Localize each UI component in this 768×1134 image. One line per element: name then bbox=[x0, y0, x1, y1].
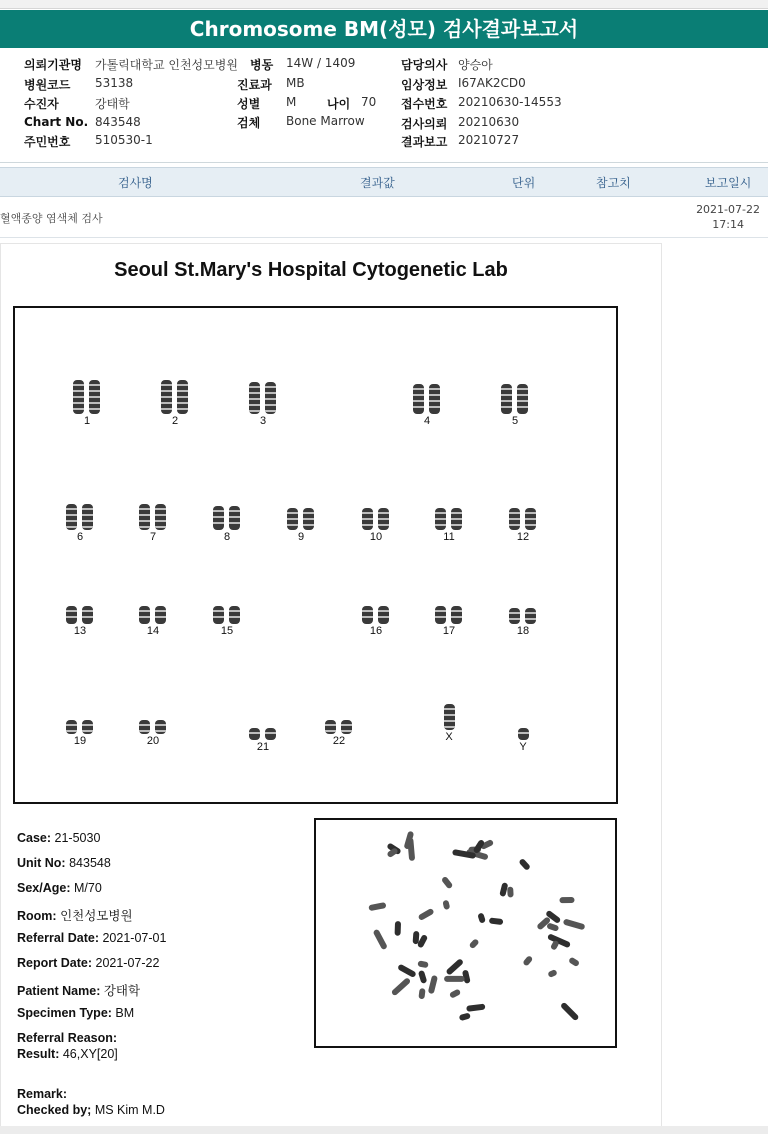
metaphase-chromosome bbox=[373, 929, 388, 951]
receipt-value: 20210630-14553 bbox=[458, 95, 562, 109]
report-date-label: 결과보고 bbox=[401, 135, 448, 149]
chromosome-21 bbox=[241, 728, 285, 753]
bottom-strip bbox=[0, 1126, 768, 1134]
req-org-label: 의뢰기관명 bbox=[24, 58, 82, 72]
remark-line: Remark: bbox=[17, 1087, 68, 1101]
metaphase-spread bbox=[316, 820, 615, 1046]
doctor-label: 담당의사 bbox=[401, 58, 448, 72]
chromosome-17 bbox=[427, 606, 471, 637]
test-req-label: 검사의뢰 bbox=[401, 117, 448, 131]
room-line: Room: 인천성모병원 bbox=[17, 909, 133, 923]
metaphase-chromosome bbox=[413, 931, 420, 944]
chromosome-label: 1 bbox=[83, 415, 91, 427]
specimen-type-line: Specimen Type: BM bbox=[17, 1006, 135, 1020]
checked-by-line: Checked by; MS Kim M.D bbox=[17, 1103, 165, 1117]
metaphase-chromosome bbox=[428, 975, 438, 994]
chromosome-label: 6 bbox=[76, 531, 84, 543]
chromosome-label: 9 bbox=[297, 531, 305, 543]
clinical-value: I67AK2CD0 bbox=[458, 76, 526, 90]
metaphase-chromosome bbox=[560, 1002, 580, 1022]
metaphase-chromosome bbox=[546, 922, 559, 932]
metaphase-chromosome bbox=[547, 933, 571, 948]
metaphase-chromosome bbox=[391, 977, 412, 996]
col-reference: 참고치 bbox=[596, 176, 631, 190]
specimen-label: 검체 bbox=[237, 116, 261, 130]
chromosome-19 bbox=[58, 720, 102, 747]
doctor-value: 양승아 bbox=[458, 58, 493, 72]
chromosome-10 bbox=[354, 508, 398, 543]
results-table-header bbox=[0, 167, 768, 197]
metaphase-image bbox=[314, 818, 617, 1048]
metaphase-chromosome bbox=[477, 912, 486, 923]
chromosome-8 bbox=[205, 506, 249, 543]
metaphase-chromosome bbox=[442, 900, 450, 910]
metaphase-chromosome bbox=[568, 957, 580, 968]
chromosome-label: 15 bbox=[220, 625, 234, 637]
chromosome-13 bbox=[58, 606, 102, 637]
chromosome-16 bbox=[354, 606, 398, 637]
chromosome-label: 19 bbox=[73, 735, 87, 747]
chromosome-label: 13 bbox=[73, 625, 87, 637]
unit-line: Unit No: 843548 bbox=[17, 856, 111, 870]
metaphase-chromosome bbox=[459, 1012, 471, 1021]
patient-label: 수진자 bbox=[24, 97, 59, 111]
patient-value: 강태학 bbox=[95, 97, 130, 111]
metaphase-chromosome bbox=[518, 858, 531, 871]
chromosome-20 bbox=[131, 720, 175, 747]
chromosome-Y bbox=[501, 728, 545, 753]
dept-label: 진료과 bbox=[237, 78, 272, 92]
report-date-value: 20210727 bbox=[458, 133, 520, 147]
id-value: 510530-1 bbox=[95, 133, 153, 147]
metaphase-chromosome bbox=[397, 964, 417, 979]
metaphase-chromosome bbox=[418, 970, 428, 984]
sexage-line: Sex/Age: M/70 bbox=[17, 881, 102, 895]
chromosome-label: 21 bbox=[256, 741, 270, 753]
specimen-value: Bone Marrow bbox=[286, 114, 365, 128]
chromosome-1 bbox=[65, 380, 109, 427]
metaphase-chromosome bbox=[444, 976, 465, 982]
metaphase-chromosome bbox=[489, 917, 504, 925]
chromosome-7 bbox=[131, 504, 175, 543]
chart-no-label: Chart No. bbox=[24, 115, 89, 129]
chromosome-label: 22 bbox=[332, 735, 346, 747]
metaphase-chromosome bbox=[522, 955, 533, 967]
chromosome-3 bbox=[241, 382, 285, 427]
chromosome-12 bbox=[501, 508, 545, 543]
test-req-value: 20210630 bbox=[458, 115, 520, 129]
chromosome-5 bbox=[493, 384, 537, 427]
result-line: Result: 46,XY[20] bbox=[17, 1047, 118, 1061]
chromosome-14 bbox=[131, 606, 175, 637]
chromosome-label: 10 bbox=[369, 531, 383, 543]
chromosome-label: 2 bbox=[171, 415, 179, 427]
referral-reason-line: Referral Reason: bbox=[17, 1031, 118, 1045]
referral-date-line: Referral Date: 2021-07-01 bbox=[17, 931, 167, 945]
metaphase-chromosome bbox=[507, 887, 514, 898]
chromosome-label: X bbox=[445, 731, 453, 743]
metaphase-chromosome bbox=[449, 988, 461, 998]
dept-value: MB bbox=[286, 76, 305, 90]
metaphase-chromosome bbox=[417, 960, 428, 968]
chromosome-18 bbox=[501, 608, 545, 637]
col-report-date: 보고일시 bbox=[705, 176, 752, 190]
metaphase-chromosome bbox=[418, 988, 425, 999]
karyotype-report bbox=[0, 243, 662, 1128]
patient-info-panel bbox=[0, 50, 768, 162]
sex-label: 성별 bbox=[237, 97, 261, 111]
chromosome-9 bbox=[279, 508, 323, 543]
chromosome-label: 11 bbox=[443, 531, 455, 543]
ward-value: 14W / 1409 bbox=[286, 56, 356, 70]
chromosome-label: 7 bbox=[149, 531, 157, 543]
req-org-value: 가톨릭대학교 인천성모병원 bbox=[95, 58, 238, 72]
chromosome-label: 8 bbox=[223, 531, 231, 543]
metaphase-chromosome bbox=[559, 897, 574, 903]
chromosome-label: 5 bbox=[511, 415, 519, 427]
chromosome-label: 18 bbox=[516, 625, 530, 637]
row-test-name: 혈액종양 염색체 검사 bbox=[0, 212, 103, 225]
age-label: 나이 bbox=[327, 97, 351, 111]
metaphase-chromosome bbox=[563, 918, 586, 930]
metaphase-chromosome bbox=[499, 882, 508, 897]
table-row[interactable] bbox=[0, 197, 768, 238]
hosp-code-value: 53138 bbox=[95, 76, 134, 90]
ward-label: 병동 bbox=[250, 58, 274, 72]
chromosome-2 bbox=[153, 380, 197, 427]
metaphase-chromosome bbox=[466, 1004, 485, 1012]
metaphase-chromosome bbox=[441, 876, 454, 890]
chart-no-value: 843548 bbox=[95, 115, 141, 129]
metaphase-chromosome bbox=[418, 908, 435, 921]
col-unit: 단위 bbox=[512, 176, 536, 190]
age-value: 70 bbox=[361, 95, 377, 109]
report-date-line: Report Date: 2021-07-22 bbox=[17, 956, 160, 970]
chromosome-6 bbox=[58, 504, 102, 543]
metaphase-chromosome bbox=[368, 902, 386, 911]
row-time: 17:14 bbox=[712, 218, 744, 231]
col-result: 결과값 bbox=[360, 176, 395, 190]
metaphase-chromosome bbox=[445, 958, 464, 976]
page-title: Chromosome BM(성모) 검사결과보고서 bbox=[0, 10, 768, 48]
chromosome-label: 12 bbox=[516, 531, 530, 543]
divider bbox=[0, 162, 768, 163]
sex-value: M bbox=[286, 95, 297, 109]
chromosome-X bbox=[427, 704, 471, 743]
chromosome-label: 4 bbox=[423, 415, 431, 427]
karyogram bbox=[13, 306, 618, 804]
chromosome-label: 16 bbox=[369, 625, 383, 637]
chromosome-22 bbox=[317, 720, 361, 747]
metaphase-chromosome bbox=[395, 921, 402, 936]
clinical-label: 임상정보 bbox=[401, 78, 448, 92]
receipt-label: 접수번호 bbox=[401, 97, 448, 111]
id-label: 주민번호 bbox=[24, 135, 71, 149]
col-test-name: 검사명 bbox=[118, 176, 153, 190]
chromosome-4 bbox=[405, 384, 449, 427]
case-line: Case: 21-5030 bbox=[17, 831, 101, 845]
metaphase-chromosome bbox=[469, 938, 480, 949]
chromosome-15 bbox=[205, 606, 249, 637]
hosp-code-label: 병원코드 bbox=[24, 78, 71, 92]
row-date: 2021-07-22 bbox=[696, 203, 760, 216]
chromosome-label: Y bbox=[519, 741, 527, 753]
lab-title: Seoul St.Mary's Hospital Cytogenetic Lab bbox=[114, 259, 508, 281]
chromosome-label: 20 bbox=[146, 735, 160, 747]
chromosome-11 bbox=[427, 508, 471, 543]
chromosome-label: 3 bbox=[259, 415, 267, 427]
patient-name-line: Patient Name: 강태학 bbox=[17, 984, 141, 998]
chromosome-label: 14 bbox=[146, 625, 160, 637]
metaphase-chromosome bbox=[547, 969, 557, 978]
top-strip bbox=[0, 0, 768, 9]
chromosome-label: 17 bbox=[442, 625, 456, 637]
